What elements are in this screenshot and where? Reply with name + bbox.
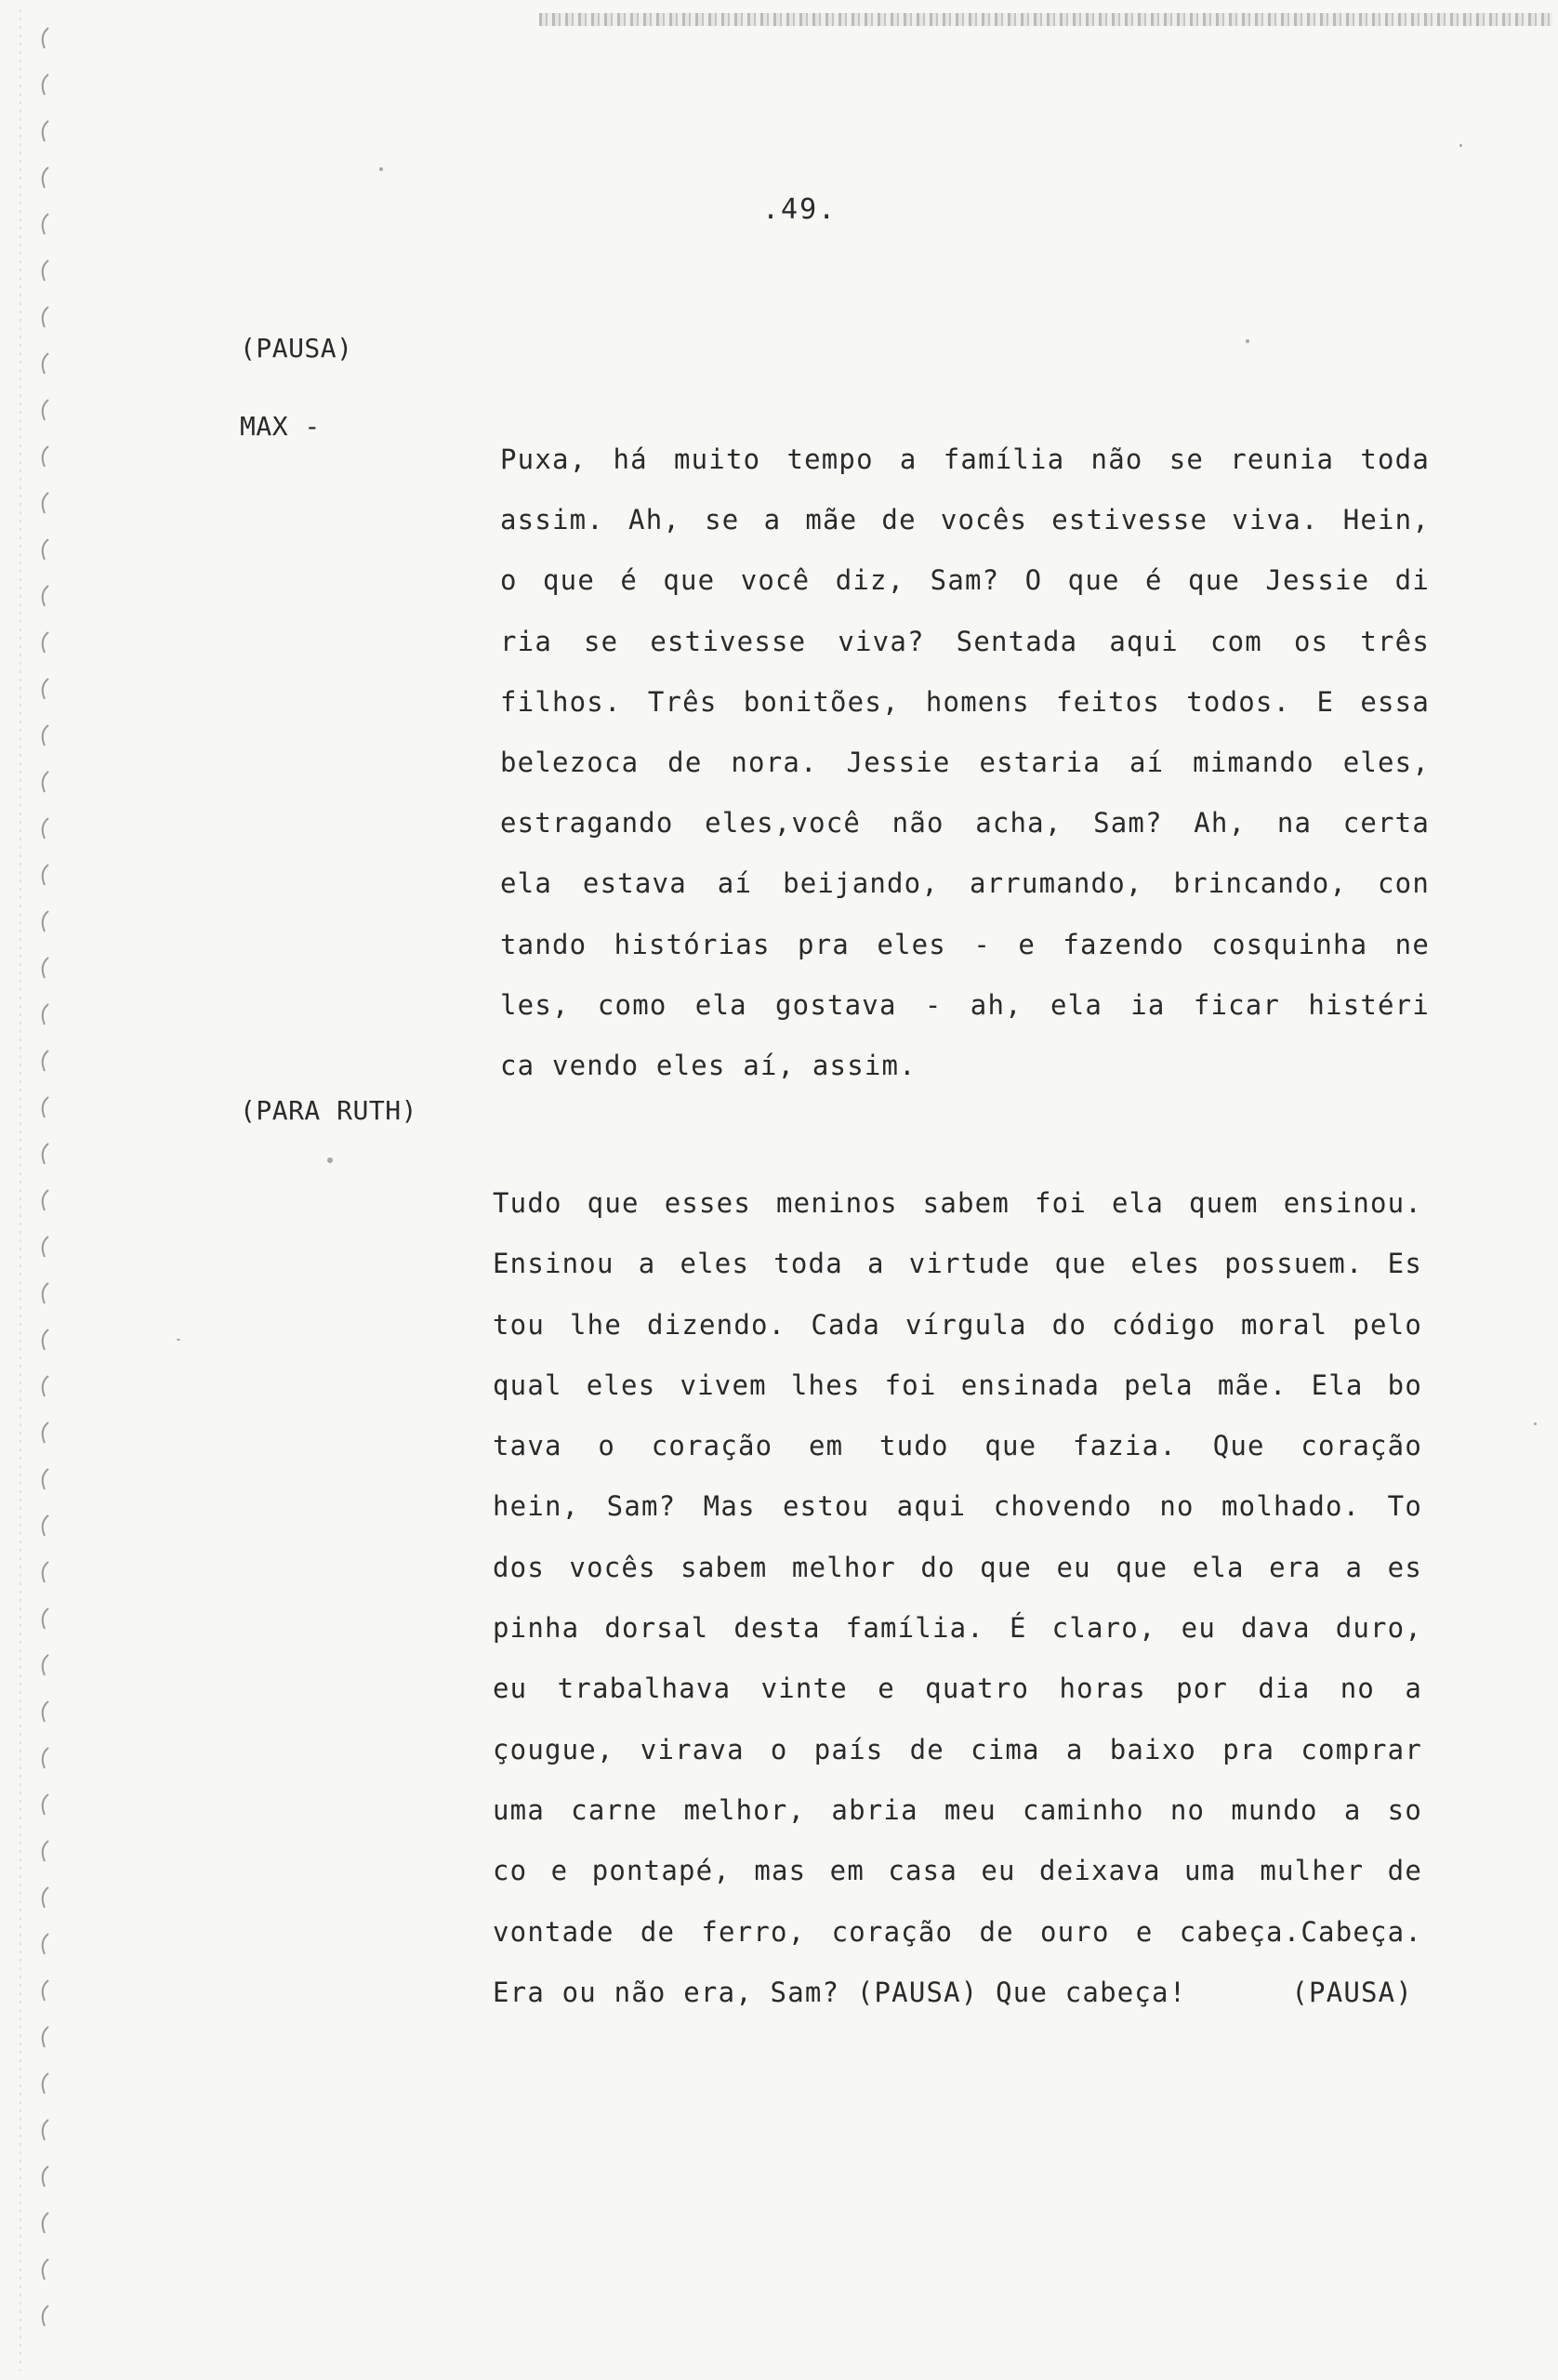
dialogue-line: assim. Ah, se a mãe de vocês estivesse viva. Hein, — [500, 504, 1430, 536]
dialogue-line: ca vendo eles aí, assim. — [500, 1049, 917, 1081]
dialogue-line-text: Era ou não era, Sam? (PAUSA) Que cabeça! — [493, 1976, 1187, 2008]
dialogue-line: uma carne melhor, abria meu caminho no mundo a so — [493, 1793, 1422, 1826]
dialogue-line: co e pontapé, mas em casa eu deixava uma mulher de — [493, 1855, 1422, 1887]
dialogue-line: tou lhe dizendo. Cada vírgula do código moral pelo — [493, 1308, 1422, 1341]
dialogue-line: dos vocês sabem melhor do que eu que ela era a es — [493, 1551, 1422, 1583]
page-number: .49. — [762, 193, 838, 226]
paper-speck — [1246, 339, 1249, 343]
dialogue-line: filhos. Três bonitões, homens feitos todos. E essa — [500, 685, 1430, 718]
dialogue-line: tava o coração em tudo que fazia. Que coração — [493, 1430, 1422, 1462]
dialogue-line: Puxa, há muito tempo a família não se reunia toda — [500, 443, 1430, 475]
max-dialogue-block-2 — [493, 1173, 1441, 2023]
character-name-max: MAX - — [240, 411, 321, 442]
dialogue-line: Tudo que esses meninos sabem foi ela quem ensinou. — [493, 1187, 1422, 1219]
dialogue-line: o que é que você diz, Sam? O que é que Jessie di — [500, 564, 1430, 597]
spiral-binding-marks — [11, 9, 67, 2371]
dialogue-line: ria se estivesse viva? Sentada aqui com os três — [500, 625, 1430, 657]
dialogue-line: vontade de ferro, coração de ouro e cabeça.Cabeça. — [493, 1915, 1422, 1948]
dialogue-line: eu trabalhava vinte e quatro horas por dia no a — [493, 1673, 1422, 1705]
paper-speck — [1534, 1422, 1537, 1425]
dialogue-line: les, como ela gostava - ah, ela ia ficar histéri — [500, 988, 1430, 1021]
max-dialogue-block-1 — [500, 430, 1448, 1096]
dialogue-line: çougue, virava o país de cima a baixo pra comprar — [493, 1733, 1422, 1765]
dialogue-line: Ensinou a eles toda a virtude que eles possuem. Es — [493, 1248, 1422, 1280]
stage-direction-para-ruth: (PARA RUTH) — [240, 1095, 417, 1126]
stage-direction-pausa-inline: (PAUSA) — [1291, 1976, 1413, 2008]
paper-speck — [327, 1157, 333, 1163]
paper-speck — [379, 167, 383, 171]
dialogue-line: qual eles vivem lhes foi ensinada pela mãe. Ela bo — [493, 1368, 1422, 1401]
dialogue-line: ela estava aí beijando, arrumando, brincando, con — [500, 867, 1430, 900]
paper-speck — [177, 1339, 180, 1341]
stage-direction-pausa: (PAUSA) — [240, 333, 353, 364]
dialogue-line-final — [493, 1963, 1413, 2023]
torn-top-edge — [539, 13, 1552, 26]
dialogue-line: estragando eles,você não acha, Sam? Ah, na certa — [500, 807, 1430, 840]
dialogue-line: belezoca de nora. Jessie estaria aí mimando eles, — [500, 746, 1430, 778]
dialogue-line: tando histórias pra eles - e fazendo cosquinha ne — [500, 928, 1430, 960]
dialogue-line: pinha dorsal desta família. É claro, eu dava duro, — [493, 1612, 1422, 1645]
dialogue-line: hein, Sam? Mas estou aqui chovendo no molhado. To — [493, 1490, 1422, 1523]
paper-speck — [1459, 144, 1462, 147]
